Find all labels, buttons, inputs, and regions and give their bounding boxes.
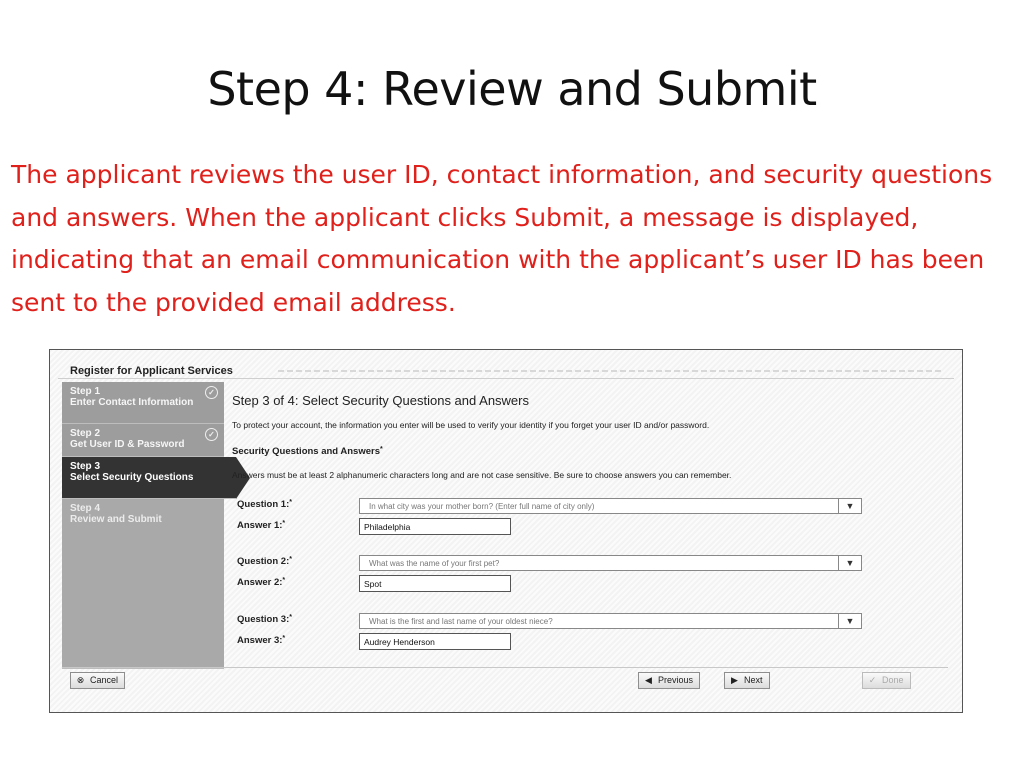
- arrow-right-icon: ▶: [731, 675, 738, 685]
- rules-text: Answers must be at least 2 alphanumeric characters long and are not case sensitive. Be sure to choose answers you can remember.: [232, 470, 732, 480]
- question-1-value: In what city was your mother born? (Enter full name of city only): [369, 502, 595, 511]
- slide-body-text: The applicant reviews the user ID, contact information, and security questions and answers. When the applicant clicks Submit, a message is displayed, indicating that an email communication with the applicant’s user ID has been sent to the provided email address.: [11, 160, 993, 317]
- answer-1-label: [237, 520, 285, 531]
- answer-2-input[interactable]: Spot: [359, 575, 511, 592]
- cancel-label: Cancel: [90, 675, 119, 685]
- step-2-name: Get User ID & Password: [70, 439, 185, 450]
- required-mark: *: [282, 635, 286, 642]
- answer-2-label: [237, 577, 285, 588]
- answer-3-label-text: Answer 3:: [237, 635, 283, 646]
- section-title: [232, 446, 383, 457]
- check-icon: ✓: [205, 386, 218, 399]
- done-label: Done: [882, 675, 904, 685]
- step-2-number: Step 2: [70, 428, 101, 439]
- done-button[interactable]: [862, 672, 911, 689]
- arrow-left-icon: ◀: [645, 675, 652, 685]
- answer-3-label: [237, 635, 285, 646]
- step-3-number: Step 3: [70, 461, 101, 472]
- step-1-number: Step 1: [70, 386, 101, 397]
- question-2-label-text: Question 2:: [237, 556, 290, 567]
- step-1[interactable]: [62, 382, 224, 424]
- step-heading: Step 3 of 4: Select Security Questions and Answers: [232, 393, 529, 408]
- chevron-down-icon[interactable]: ▼: [838, 556, 861, 570]
- app-title: Register for Applicant Services: [70, 365, 233, 377]
- section-title-text: Security Questions and Answers: [232, 446, 380, 457]
- step-3-name: Select Security Questions: [70, 472, 194, 483]
- question-3-label-text: Question 3:: [237, 614, 290, 625]
- question-2-label: [237, 556, 292, 567]
- required-mark: *: [380, 446, 383, 453]
- app-header: [58, 358, 954, 379]
- step-2[interactable]: [62, 424, 224, 457]
- question-2-select[interactable]: [359, 555, 862, 571]
- next-label: Next: [744, 675, 763, 685]
- question-1-select[interactable]: [359, 498, 862, 514]
- question-3-select[interactable]: [359, 613, 862, 629]
- answer-1-input[interactable]: Philadelphia: [359, 518, 511, 535]
- answer-2-label-text: Answer 2:: [237, 577, 283, 588]
- chevron-down-icon[interactable]: ▼: [838, 499, 861, 513]
- checkmark-icon: ✓: [868, 675, 877, 685]
- required-mark: *: [289, 556, 292, 563]
- step-4-number: Step 4: [70, 503, 101, 514]
- cancel-button[interactable]: [70, 672, 125, 689]
- cancel-icon: ⊗: [76, 675, 85, 685]
- screenshot-panel: [49, 349, 963, 713]
- question-2-value: What was the name of your first pet?: [369, 559, 500, 568]
- question-3-label: [237, 614, 292, 625]
- check-icon: ✓: [205, 428, 218, 441]
- question-3-value: What is the first and last name of your oldest niece?: [369, 617, 553, 626]
- required-mark: *: [282, 577, 286, 584]
- next-button[interactable]: [724, 672, 770, 689]
- previous-button[interactable]: [638, 672, 700, 689]
- required-mark: *: [289, 499, 292, 506]
- required-mark: *: [282, 520, 286, 527]
- step-4-name: Review and Submit: [70, 514, 162, 525]
- previous-label: Previous: [658, 675, 694, 685]
- step-1-name: Enter Contact Information: [70, 397, 194, 408]
- wizard-steps: [62, 382, 224, 669]
- step-3[interactable]: [62, 457, 236, 499]
- step-4[interactable]: [62, 499, 224, 669]
- required-mark: *: [289, 614, 292, 621]
- question-1-label-text: Question 1:: [237, 499, 290, 510]
- wizard-footer: [62, 667, 948, 694]
- chevron-down-icon[interactable]: ▼: [838, 614, 861, 628]
- slide-title: Step 4: Review and Submit: [207, 62, 817, 116]
- answer-3-input[interactable]: Audrey Henderson: [359, 633, 511, 650]
- header-decoration: [278, 370, 944, 372]
- intro-text: To protect your account, the information you enter will be used to verify your identity if you forget your user ID and/or password.: [232, 420, 710, 430]
- question-1-label: [237, 499, 292, 510]
- answer-1-label-text: Answer 1:: [237, 520, 283, 531]
